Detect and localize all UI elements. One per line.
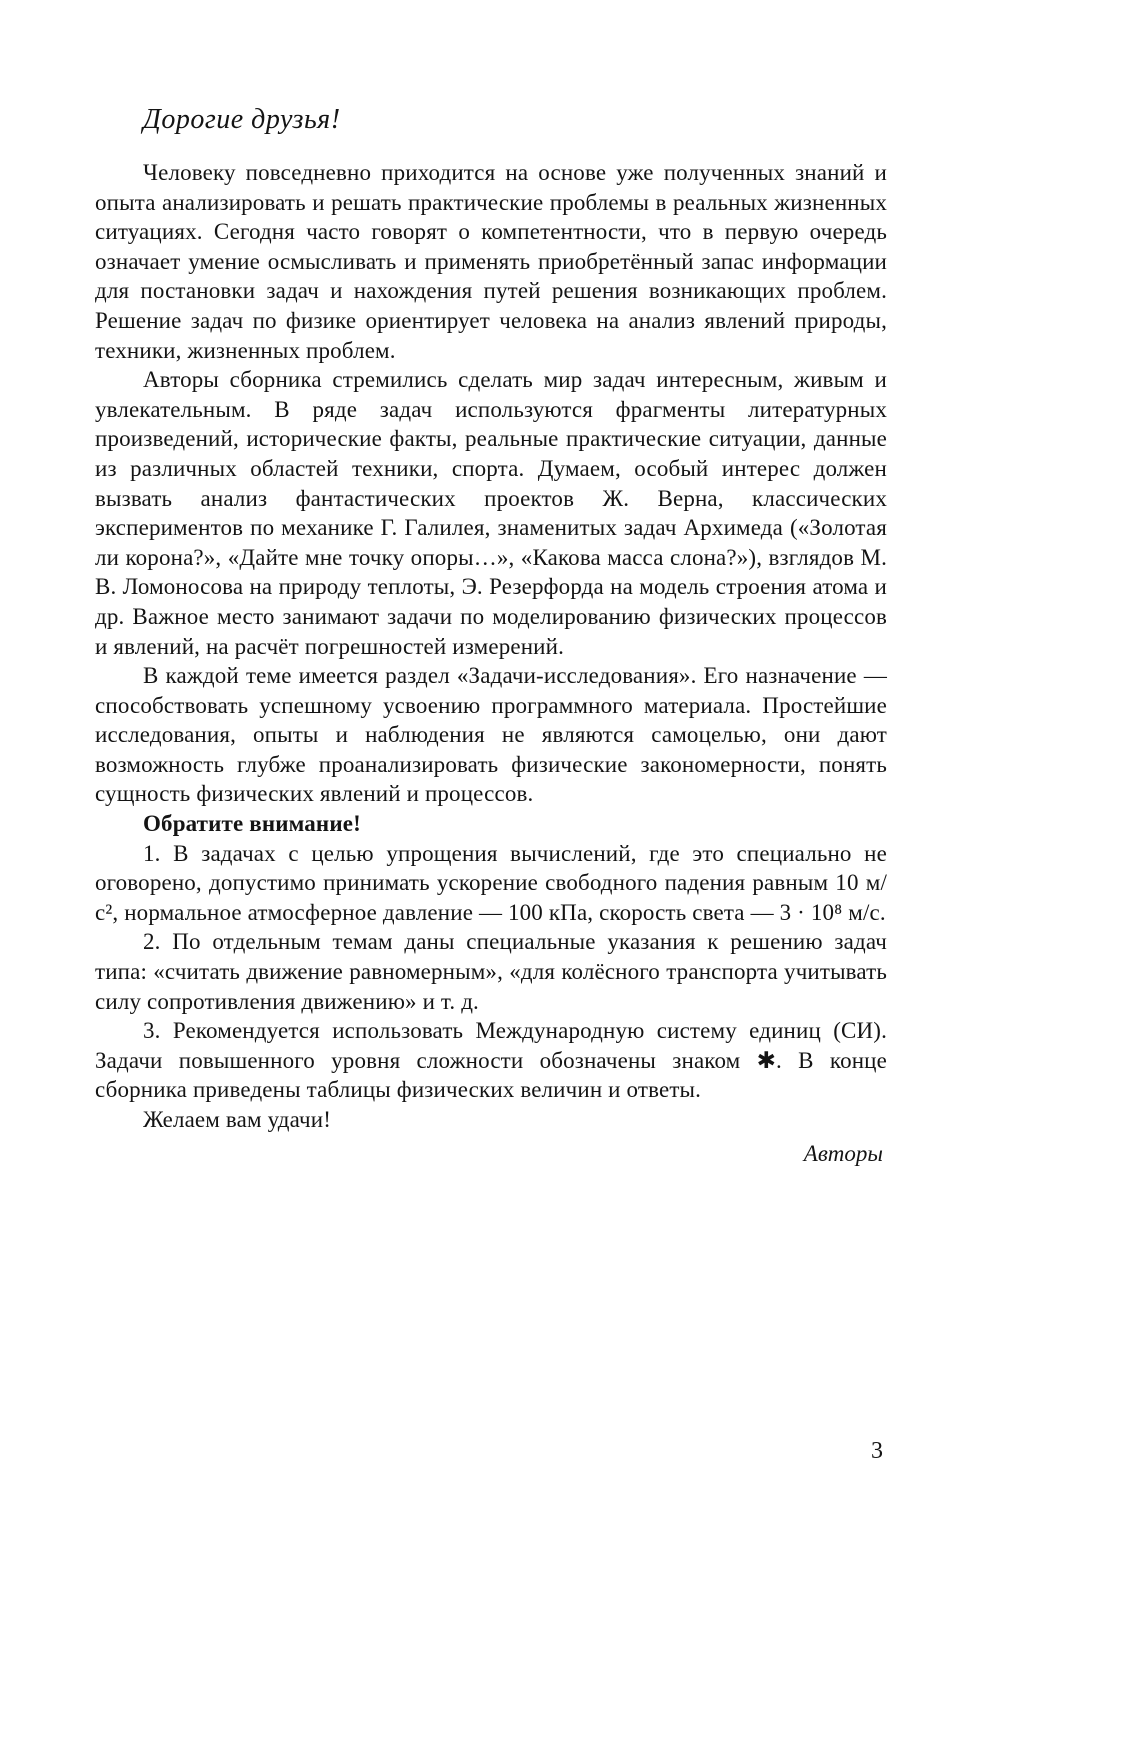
notice-heading: Обратите внимание! — [143, 811, 361, 837]
closing-line: Желаем вам удачи! — [143, 1107, 332, 1132]
intro-paragraph-1: Человеку повседневно приходится на основе уже полученных знаний и опыта анализировать и решать практические проблемы в реальных жизненных ситуациях. Сегодня часто говорят о компетентности, что в первую очередь означает умение осмысливать и применять приобретённый запас информации для постановки задач и нахождения путей решения возникающих проблем. Решение задач по физике ориентирует человека на анализ явлений природы, техники, жизненных проблем. — [95, 160, 887, 363]
notice-item-3: 3. Рекомендуется использовать Международную систему единиц (СИ). Задачи повышенного уровня сложности обозначены знаком ✱. В конце сборника приведены таблицы физических величин и ответы. — [95, 1018, 887, 1103]
notice-item-1: 1. В задачах с целью упрощения вычислений, где это специально не оговорено, допустимо принимать ускорение свободного падения равным 10 м/с², нормальное атмосферное давление — 100 кПа, скорость света — 3 · 10⁸ м/с. — [95, 840, 887, 925]
intro-paragraph-2: Авторы сборника стремились сделать мир задач интересным, живым и увлекательным. В ряде задач используются фрагменты литературных произведений, исторические факты, реальные практические ситуации, данные из различных областей техники, спорта. Думаем, особый интерес должен вызвать анализ фантастических проектов Ж. Верна, классических экспериментов по механике Г. Галилея, знаменитых задач Архимеда («Золотая ли корона?», «Дайте мне точку опоры…», «Какова масса слона?»), взглядов М. В. Ломоносова на природу теплоты, Э. Резерфорда на модель строения атома и др. Важное место занимают задачи по моделированию физических процессов и явлений, на расчёт погрешностей измерений. — [95, 367, 887, 659]
page-content — [95, 104, 887, 1168]
authors-signature: Авторы — [803, 1140, 883, 1166]
notice-item-2: 2. По отдельным темам даны специальные указания к решению задач типа: «считать движение равномерным», «для колёсного транспорта учитывать силу сопротивления движению» и т. д. — [95, 929, 887, 1014]
page-number: 3 — [871, 1438, 883, 1464]
page-title: Дорогие друзья! — [143, 104, 341, 135]
intro-paragraph-3: В каждой теме имеется раздел «Задачи-исследования». Его назначение — способствовать успешному усвоению программного материала. Простейшие исследования, опыты и наблюдения не являются самоцелью, они дают возможность глубже проанализировать физические закономерности, понять сущность физических явлений и процессов. — [95, 663, 887, 807]
